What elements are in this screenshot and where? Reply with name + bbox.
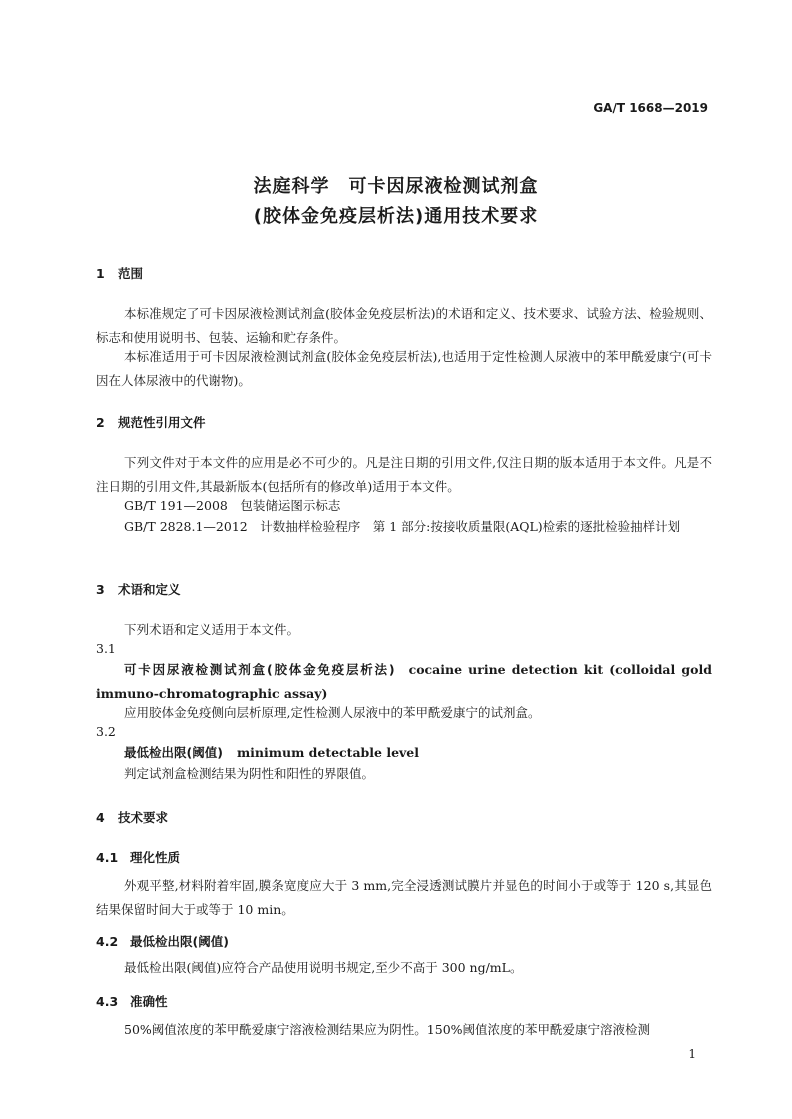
term-number: 3.1 [96, 641, 116, 656]
subsection-number: 4.3 [96, 994, 119, 1009]
section-2-heading [96, 413, 206, 431]
paragraph: 外观平整,材料附着牢固,膜条宽度应大于 3 mm,完全浸透测试膜片并显色的时间小于或等于 120 s,其显色结果保留时间大于或等于 10 min。 [96, 878, 712, 917]
paragraph: 最低检出限(阈值)应符合产品使用说明书规定,至少不高于 300 ng/mL。 [124, 960, 523, 975]
reference-item: GB/T 2828.1—2012 计数抽样检验程序 第 1 部分:按接收质量限(AQL)检索的逐批检验抽样计划 [124, 519, 681, 534]
paragraph: 本标准适用于可卡因尿液检测试剂盒(胶体金免疫层析法),也适用于定性检测人尿液中的苯甲酰爱康宁(可卡因在人体尿液中的代谢物)。 [96, 349, 712, 388]
term-english: minimum detectable level [236, 745, 420, 760]
term-chinese: 最低检出限(阈值) [124, 745, 223, 760]
term-number: 3.2 [96, 724, 116, 739]
section-number: 3 [96, 582, 105, 597]
subsection-title: 最低检出限(阈值) [130, 934, 229, 949]
term-chinese: 可卡因尿液检测试剂盒(胶体金免疫层析法) [124, 662, 395, 677]
section-number: 1 [96, 266, 105, 281]
section-title: 范围 [118, 266, 144, 281]
paragraph: 50%阈值浓度的苯甲酰爱康宁溶液检测结果应为阴性。150%阈值浓度的苯甲酰爱康宁溶液检测 [124, 1022, 651, 1037]
subsection-number: 4.2 [96, 934, 119, 949]
section-number: 4 [96, 810, 105, 825]
paragraph: 下列术语和定义适用于本文件。 [124, 622, 300, 637]
page-number: 1 [688, 1047, 696, 1061]
section-title: 规范性引用文件 [118, 415, 206, 430]
term-english: cocaine urine detection kit (colloidal gold immuno-chromatographic assay) [96, 662, 712, 701]
doc-title-line1: 法庭科学 可卡因尿液检测试剂盒 [253, 176, 539, 197]
term-definition: 应用胶体金免疫侧向层析原理,定性检测人尿液中的苯甲酰爱康宁的试剂盒。 [124, 705, 541, 720]
subsection-title: 准确性 [130, 994, 168, 1009]
section-3-heading [96, 580, 181, 598]
subsection-4-1-heading [96, 848, 180, 866]
subsection-title: 理化性质 [130, 850, 181, 865]
section-number: 2 [96, 415, 105, 430]
term-definition: 判定试剂盒检测结果为阴性和阳性的界限值。 [124, 766, 375, 781]
paragraph: 下列文件对于本文件的应用是必不可少的。凡是注日期的引用文件,仅注日期的版本适用于本文件。凡是不注日期的引用文件,其最新版本(包括所有的修改单)适用于本文件。 [96, 455, 712, 494]
subsection-4-3-heading [96, 992, 168, 1010]
term-entry [96, 658, 712, 706]
paragraph: 本标准规定了可卡因尿液检测试剂盒(胶体金免疫层析法)的术语和定义、技术要求、试验方法、检验规则、标志和使用说明书、包装、运输和贮存条件。 [96, 306, 712, 345]
subsection-4-2-heading [96, 932, 229, 950]
standard-number: GA/T 1668—2019 [593, 101, 708, 115]
section-1-heading [96, 264, 143, 282]
subsection-number: 4.1 [96, 850, 119, 865]
reference-item: GB/T 191—2008 包装储运图示标志 [124, 498, 341, 513]
doc-title-line2: (胶体金免疫层析法)通用技术要求 [253, 206, 539, 227]
section-title: 术语和定义 [118, 582, 181, 597]
section-4-heading [96, 808, 168, 826]
section-title: 技术要求 [118, 810, 169, 825]
